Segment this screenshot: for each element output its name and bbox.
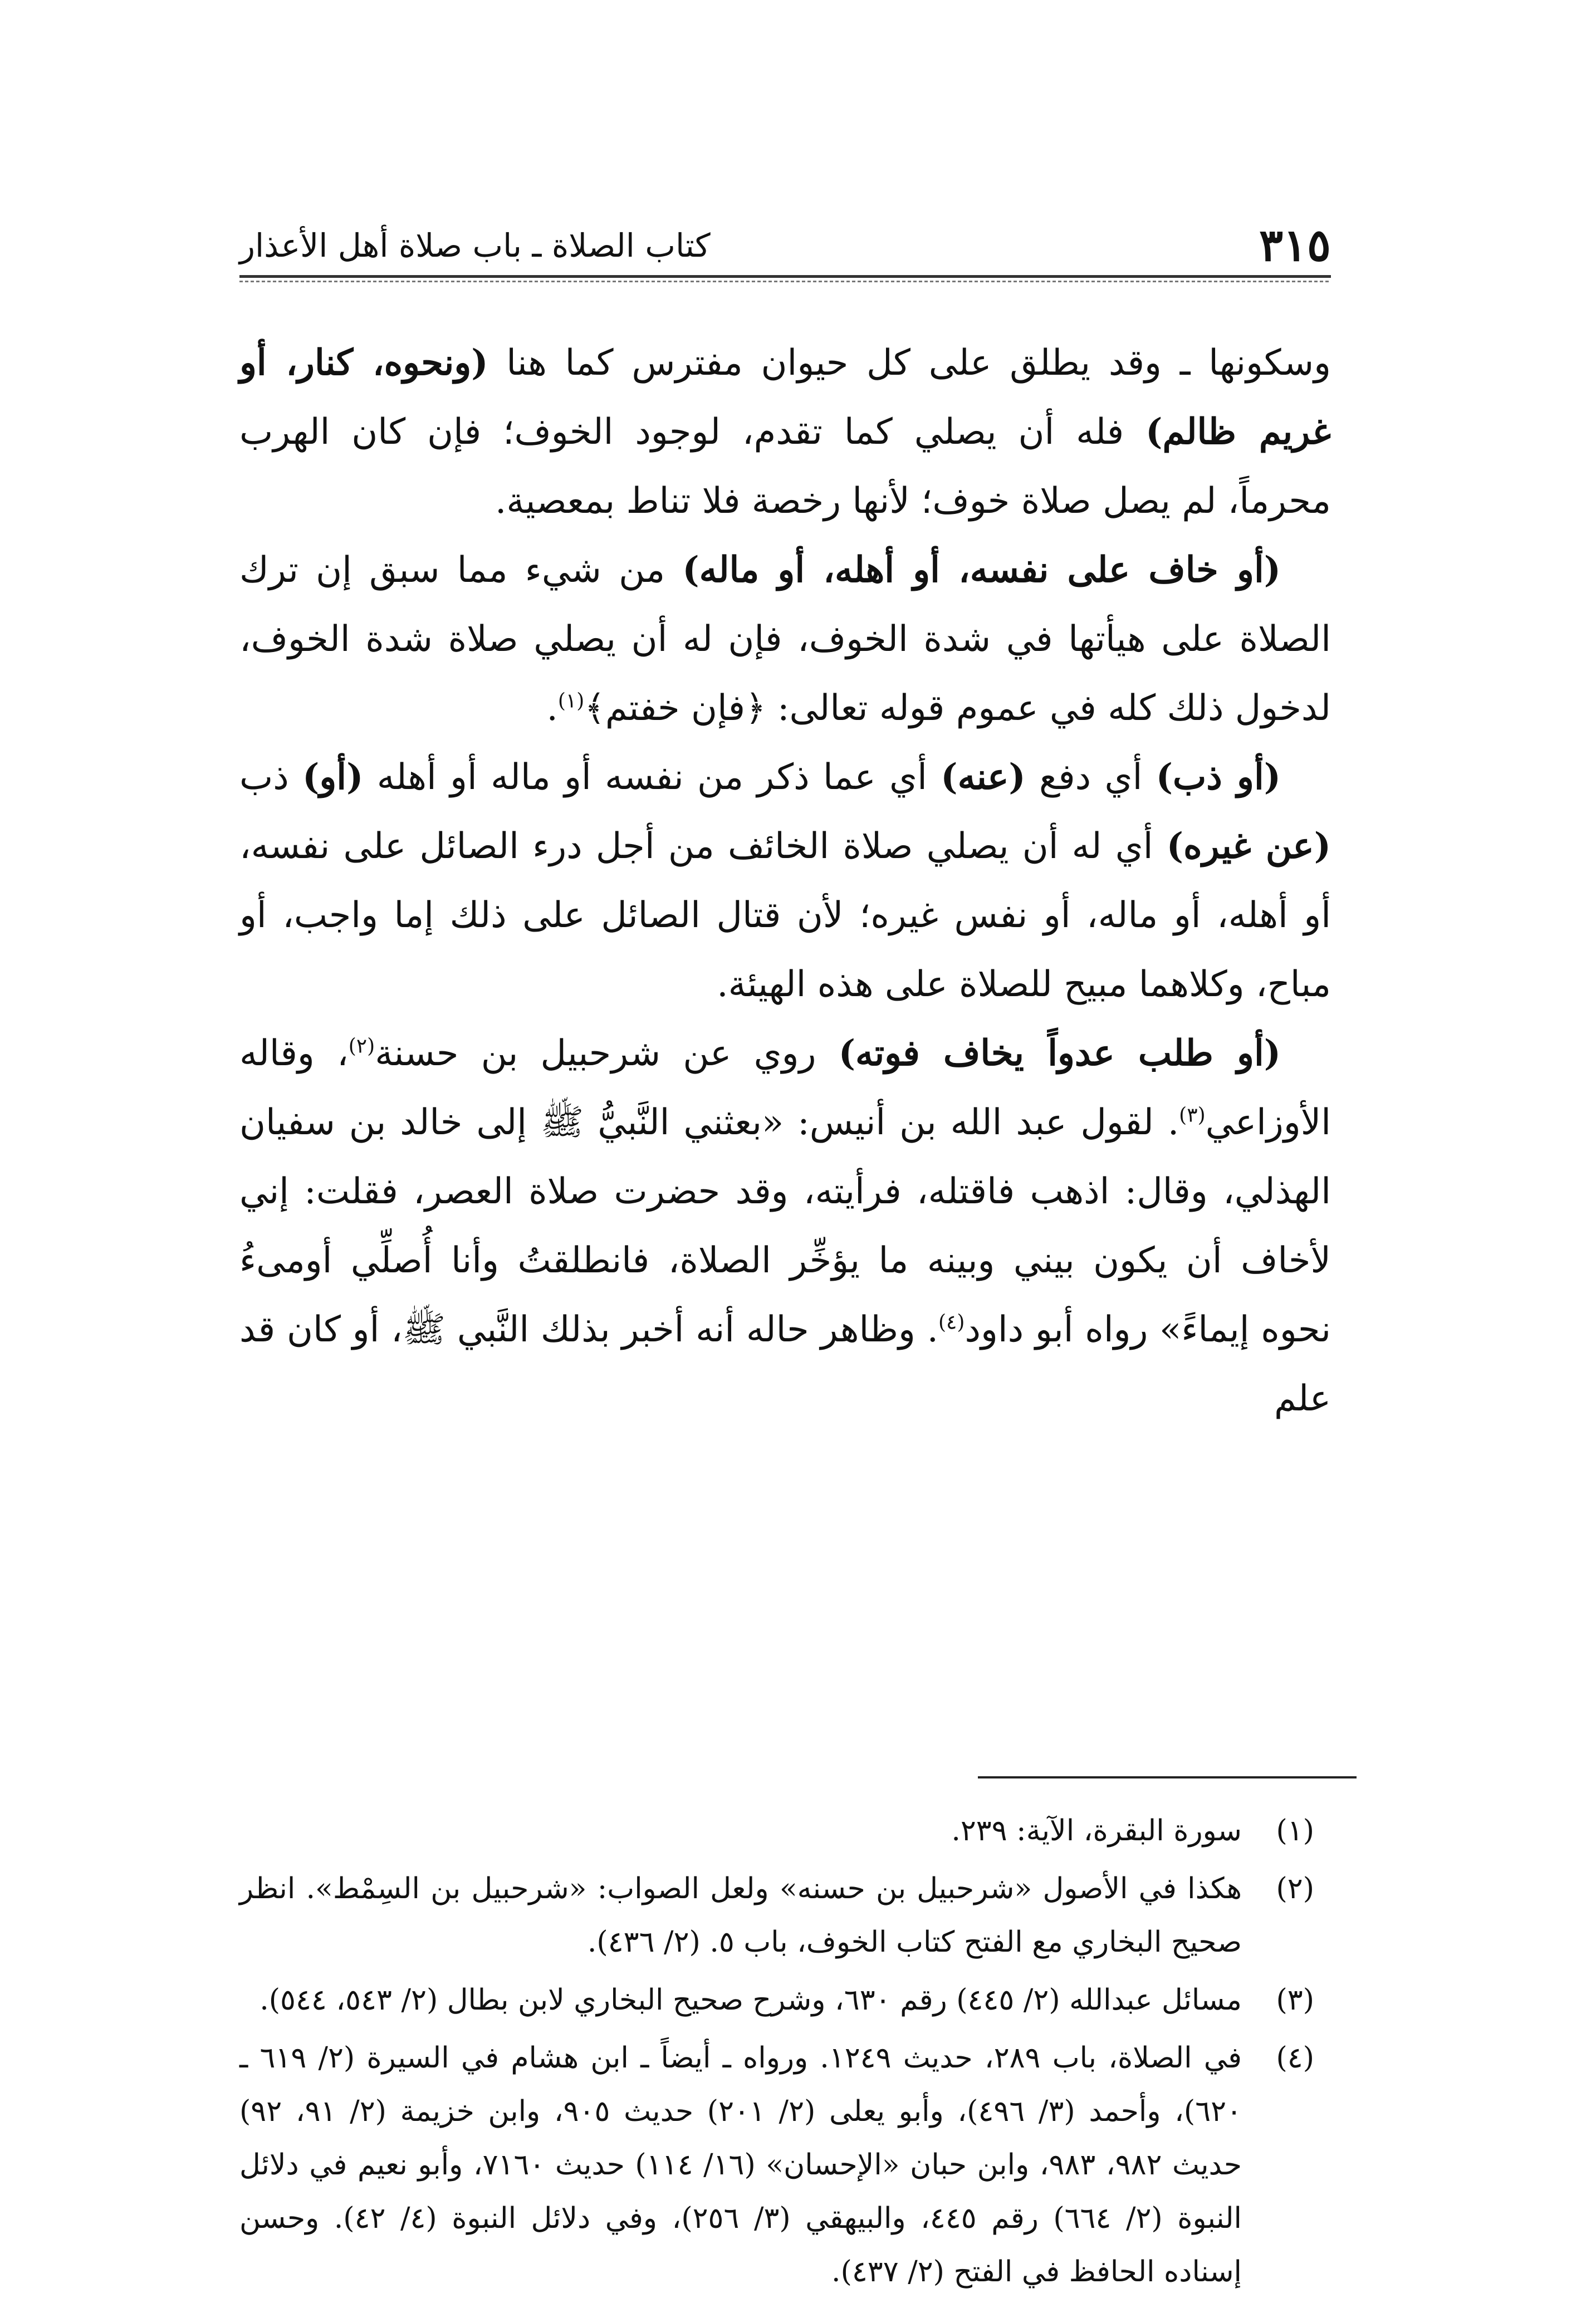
footnote-text: هكذا في الأصول «شرحبيل بن حسنه» ولعل الصواب: «شرحبيل بن السِمْط». انظر صحيح البخاري مع الفتح كتاب الخوف، باب ٥. (٢/ ٤٣٦).	[239, 1872, 1242, 1959]
footnote-text: في الصلاة، باب ٢٨٩، حديث ١٢٤٩. ورواه ـ أيضاً ـ ابن هشام في السيرة (٢/ ٦١٩ ـ ٦٢٠)، وأحمد (٣/ ٤٩٦)، وأبو يعلى (٢/ ٢٠١) حديث ٩٠٥، وابن خزيمة (٢/ ٩١، ٩٢) حديث ٩٨٢، ٩٨٣، وابن حبان «الإحسان» (١٦/ ١١٤) حديث ٧١٦٠، وأبو نعيم في دلائل النبوة (٢/ ٦٦٤) رقم ٤٤٥، والبيهقي (٣/ ٢٥٦)، وفي دلائل النبوة (٤/ ٤٢). وحسن إسناده الحافظ في الفتح (٢/ ٤٣٧).	[239, 2041, 1242, 2289]
paragraph	[239, 536, 1331, 743]
footnote-number: (٣)	[1276, 1983, 1314, 2017]
sharh-text: .	[546, 688, 558, 729]
sharh-text: أي له أن يصلي صلاة الخائف من أجل درء الصائل على نفسه، أو أهله، أو ماله، أو نفس غيره؛ لأن قتال الصائل على ذلك إما واجب، أو مباح، وكلاهما مبيح للصلاة على هذه الهيئة.	[239, 826, 1331, 1005]
footnote	[239, 2031, 1331, 2299]
footnote	[239, 1862, 1331, 1969]
matn-text: (أو طلب عدواً يخاف فوته)	[838, 1032, 1281, 1074]
footnotes	[239, 1804, 1331, 2303]
matn-text: (عن غيره)	[1166, 825, 1331, 867]
footnote-ref: (١)	[557, 689, 585, 713]
sharh-text: أي دفع	[1025, 757, 1156, 798]
sharh-text: فله أن يصلي كما تقدم، لوجود الخوف؛ فإن كان الهرب محرماً، لم يصل صلاة خوف؛ لأنها رخصة فلا تناط بمعصية.	[239, 411, 1331, 522]
matn-text: (أو خاف على نفسه، أو أهله، أو ماله)	[682, 549, 1281, 591]
footnote-number: (٢)	[1276, 1872, 1314, 1905]
sharh-text: ، وقاله الأوزاعي	[239, 1033, 1331, 1143]
sharh-text: وسكونها ـ وقد يطلق على كل حيوان مفترس كما هنا	[488, 342, 1331, 384]
footnote-text: مسائل عبدالله (٢/ ٤٤٥) رقم ٦٣٠، وشرح صحيح البخاري لابن بطال (٢/ ٥٤٣، ٥٤٤).	[260, 1983, 1242, 2017]
paragraph	[239, 743, 1331, 1019]
sharh-text: . لقول عبد الله بن أنيس: «بعثني النَّبيُّ ﷺ إلى خالد بن سفيان الهذلي، وقال: اذهب فاقتله، فرأيته، وقد حضرت صلاة العصر، فقلت: إني لأخاف أن يكون بيني وبينه ما يؤخِّر الصلاة، فانطلقتُ وأنا أُصلِّي أومىءُ نحوه إيماءً» رواه أبو داود	[239, 1102, 1331, 1350]
sharh-text: . وظاهر حاله أنه أخبر بذلك النَّبي ﷺ، أو كان قد علم	[239, 1309, 1331, 1419]
paragraph	[239, 1019, 1331, 1433]
sharh-text: ذب	[239, 757, 303, 798]
footnote	[239, 1973, 1331, 2027]
sharh-text: من شيء مما سبق إن ترك الصلاة على هيأتها في شدة الخوف، فإن له أن يصلي صلاة شدة الخوف، لدخول ذلك كله في عموم قوله تعالى: ﴿فإن خفتم﴾	[239, 550, 1331, 729]
footnote-ref: (٤)	[938, 1311, 965, 1334]
matn-text: (ونحوه، كنار، أو غريم ظالم)	[239, 342, 1331, 453]
header-rule-dotted	[239, 281, 1331, 282]
sharh-text: أي عما ذكر من نفسه أو ماله أو أهله	[363, 757, 941, 798]
footnote-ref: (٢)	[348, 1035, 375, 1058]
matn-text: (أو ذب)	[1156, 756, 1281, 798]
footnote	[239, 1804, 1331, 1858]
main-text	[239, 329, 1331, 1433]
page-header	[239, 206, 1331, 278]
matn-text: (أو)	[302, 756, 364, 798]
sharh-text: روي عن شرحبيل بن حسنة	[375, 1033, 839, 1074]
matn-text: (عنه)	[941, 756, 1026, 798]
footnote-number: (١)	[1276, 1814, 1314, 1848]
running-title: كتاب الصلاة ـ باب صلاة أهل الأعذار	[239, 227, 711, 264]
footnote-text: سورة البقرة، الآية: ٢٣٩.	[951, 1814, 1242, 1848]
paragraph	[239, 329, 1331, 536]
header-rule	[239, 275, 1331, 278]
footnote-separator	[978, 1776, 1357, 1778]
footnote-number: (٤)	[1276, 2041, 1314, 2075]
page-number: ٣١٥	[1259, 219, 1331, 271]
footnote-ref: (٣)	[1179, 1104, 1206, 1127]
